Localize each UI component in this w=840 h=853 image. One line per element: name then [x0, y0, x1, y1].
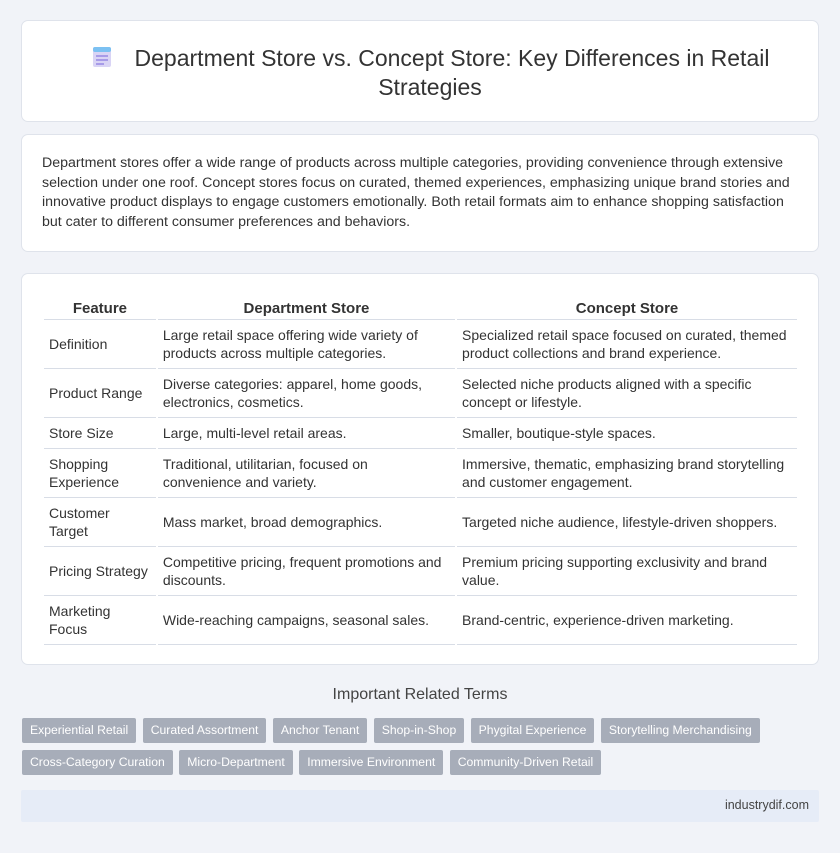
department-cell: Traditional, utilitarian, focused on convenience and variety.: [158, 449, 455, 498]
footer: [21, 790, 819, 822]
comparison-card: [21, 273, 819, 665]
footer-site-link[interactable]: industrydif.com: [724, 798, 809, 812]
concept-cell: Selected niche products aligned with a specific concept or lifestyle.: [457, 369, 797, 418]
feature-cell: Definition: [44, 320, 156, 369]
feature-cell: Marketing Focus: [44, 596, 156, 645]
intro-card: [21, 134, 819, 252]
page-title: Department Store vs. Concept Store: Key Differences in Retail Strategies: [134, 45, 770, 100]
tag-experiential-retail[interactable]: Experiential Retail: [22, 718, 136, 743]
related-terms-tags: [22, 718, 782, 782]
department-cell: Wide-reaching campaigns, seasonal sales.: [158, 596, 455, 645]
header-department-store: Department Store: [158, 296, 455, 320]
tag-community-driven-retail[interactable]: Community-Driven Retail: [450, 750, 601, 775]
feature-cell: Customer Target: [44, 498, 156, 547]
tag-anchor-tenant[interactable]: Anchor Tenant: [273, 718, 367, 743]
tag-phygital-experience[interactable]: Phygital Experience: [471, 718, 595, 743]
tag-micro-department[interactable]: Micro-Department: [179, 750, 293, 775]
tag-curated-assortment[interactable]: Curated Assortment: [143, 718, 267, 743]
header-card: [21, 20, 819, 122]
table-row: [44, 498, 797, 547]
table-row: [44, 369, 797, 418]
tag-cross-category-curation[interactable]: Cross-Category Curation: [22, 750, 173, 775]
tag-shop-in-shop[interactable]: Shop-in-Shop: [374, 718, 465, 743]
department-cell: Large retail space offering wide variety of products across multiple categories.: [158, 320, 455, 369]
concept-cell: Specialized retail space focused on curated, themed product collections and brand experience.: [457, 320, 797, 369]
department-cell: Diverse categories: apparel, home goods, electronics, cosmetics.: [158, 369, 455, 418]
header-feature: Feature: [44, 296, 156, 320]
tag-storytelling-merchandising[interactable]: Storytelling Merchandising: [601, 718, 760, 743]
header-concept-store: Concept Store: [457, 296, 797, 320]
department-cell: Large, multi-level retail areas.: [158, 418, 455, 449]
table-row: [44, 596, 797, 645]
document-icon: [91, 46, 113, 68]
table-row: [44, 547, 797, 596]
intro-paragraph: Department stores offer a wide range of products across multiple categories, providing convenience through extensive selection under one roof. Concept stores focus on curated, themed experiences, emphasizing unique brand stories and innovative product displays to engage customers emotionally. Both retail formats aim to enhance shopping satisfaction but cater to different consumer preferences and behaviors.: [42, 155, 790, 231]
page-title-wrap: [72, 44, 788, 102]
department-cell: Mass market, broad demographics.: [158, 498, 455, 547]
concept-cell: Premium pricing supporting exclusivity and brand value.: [457, 547, 797, 596]
feature-cell: Product Range: [44, 369, 156, 418]
concept-cell: Smaller, boutique-style spaces.: [457, 418, 797, 449]
tag-immersive-environment[interactable]: Immersive Environment: [299, 750, 443, 775]
table-row: [44, 449, 797, 498]
concept-cell: Immersive, thematic, emphasizing brand storytelling and customer engagement.: [457, 449, 797, 498]
feature-cell: Shopping Experience: [44, 449, 156, 498]
feature-cell: Pricing Strategy: [44, 547, 156, 596]
table-header-row: [44, 296, 797, 320]
table-row: [44, 320, 797, 369]
comparison-table: [42, 296, 799, 645]
concept-cell: Targeted niche audience, lifestyle-driven shoppers.: [457, 498, 797, 547]
concept-cell: Brand-centric, experience-driven marketing.: [457, 596, 797, 645]
table-row: [44, 418, 797, 449]
department-cell: Competitive pricing, frequent promotions and discounts.: [158, 547, 455, 596]
feature-cell: Store Size: [44, 418, 156, 449]
related-terms-title: Important Related Terms: [332, 686, 508, 703]
